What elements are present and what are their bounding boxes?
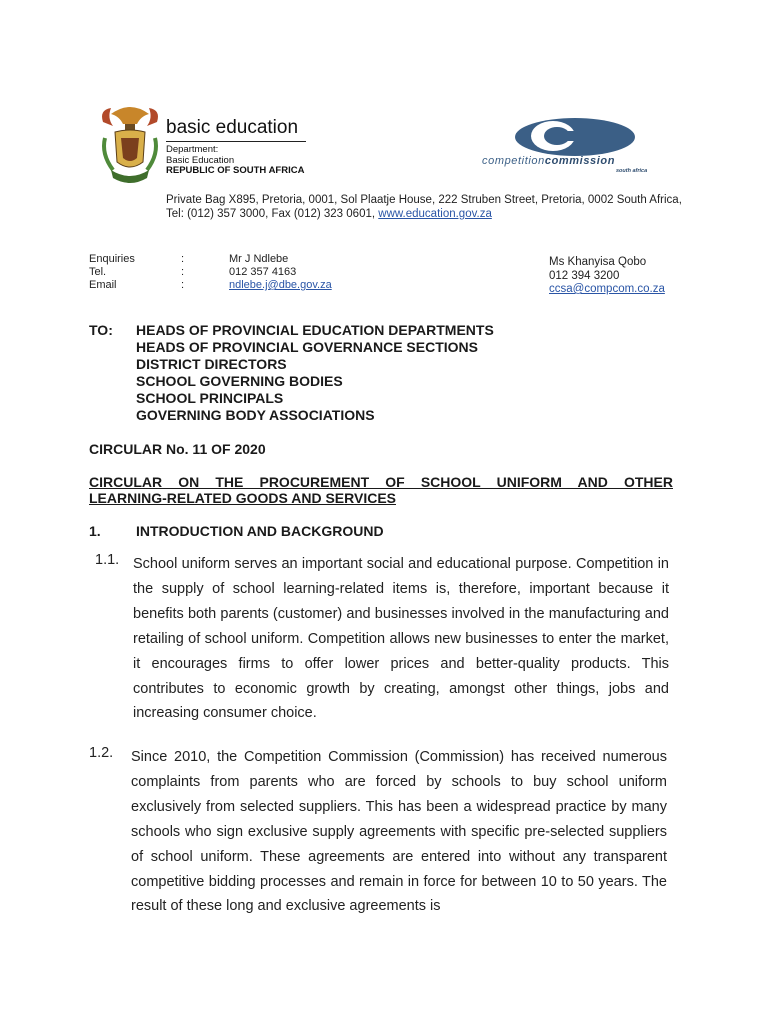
coat-of-arms-logo	[97, 104, 163, 188]
website-link[interactable]: www.education.gov.za	[378, 208, 492, 220]
competition-commission-wordmark: competitioncommission	[482, 155, 616, 167]
recipient-item: SCHOOL GOVERNING BODIES	[136, 373, 343, 389]
subject-line-2: LEARNING-RELATED GOODS AND SERVICES	[89, 490, 396, 506]
recipient-item: DISTRICT DIRECTORS	[136, 356, 287, 372]
dbe-contact	[229, 253, 332, 292]
section-number: 1.	[89, 523, 101, 539]
enquiry-labels: Enquiries Tel. Email	[89, 253, 135, 291]
dbe-contact-email[interactable]: ndlebe.j@dbe.gov.za	[229, 279, 332, 291]
section-title: INTRODUCTION AND BACKGROUND	[136, 523, 384, 539]
cc-contact	[549, 256, 665, 297]
subject-line-1: CIRCULAR ON THE PROCUREMENT OF SCHOOL UNIFORM AND OTHER	[89, 474, 673, 490]
recipient-item: SCHOOL PRINCIPALS	[136, 390, 284, 406]
dbe-contact-name: Mr J Ndlebe	[229, 253, 289, 265]
paragraph-text: Since 2010, the Competition Commission (Commission) has received numerous complaints from parents who are forced by schools to buy school uniform exclusively from selected suppliers. This has been a widespread practice by many schools who sign exclusive supply agreements with specific pre-selected suppliers of school uniform. These agreements are entered into without any transparent competitive bidding processes and remain in force for between 10 to 50 years. The result of these long and exclusive agreements is	[131, 749, 667, 915]
department-name: basic education	[166, 117, 299, 138]
address-line: Private Bag X895, Pretoria, 0001, Sol Plaatje House, 222 Struben Street, Pretoria, 0002 South Africa, Tel: (012) 357 3000, Fax (012) 323 0601, www.education.gov.za	[166, 194, 682, 220]
paragraph-number: 1.2.	[89, 745, 114, 761]
circular-number: CIRCULAR No. 11 OF 2020	[89, 441, 266, 457]
cc-contact-tel: 012 394 3200	[549, 269, 620, 282]
recipient-item: HEADS OF PROVINCIAL EDUCATION DEPARTMENTS	[136, 322, 494, 338]
recipient-item: HEADS OF PROVINCIAL GOVERNANCE SECTIONS	[136, 339, 479, 355]
recipient-list	[136, 322, 494, 424]
enquiry-separators: : : :	[181, 253, 185, 291]
cc-contact-email[interactable]: ccsa@compcom.co.za	[549, 283, 665, 295]
to-label: TO:	[89, 322, 113, 338]
paragraph-text: School uniform serves an important social and educational purpose. Competition in the supply of school learning-related items is, therefore, important because it benefits both parents (customer) and businesses involved in the manufacturing and retailing of school uniform. Competition allows new businesses to enter the market, it encourages firms to offer lower prices and better-quality products. This contributes to economic growth by creating, amongst other things, jobs and increasing consumer choice.	[133, 556, 669, 722]
circular-subject	[89, 474, 673, 506]
dbe-contact-tel: 012 357 4163	[229, 266, 297, 278]
recipient-item: GOVERNING BODY ASSOCIATIONS	[136, 407, 375, 423]
department-block	[166, 145, 304, 177]
paragraph-number: 1.1.	[95, 552, 120, 568]
competition-commission-subtitle: south africa	[616, 168, 648, 174]
header-rule	[166, 141, 306, 142]
dept-line-2: Basic Education	[166, 154, 235, 166]
cc-contact-name: Ms Khanyisa Qobo	[549, 256, 647, 268]
dept-line-1: Department:	[166, 144, 219, 155]
dept-line-3: REPUBLIC OF SOUTH AFRICA	[166, 165, 305, 176]
